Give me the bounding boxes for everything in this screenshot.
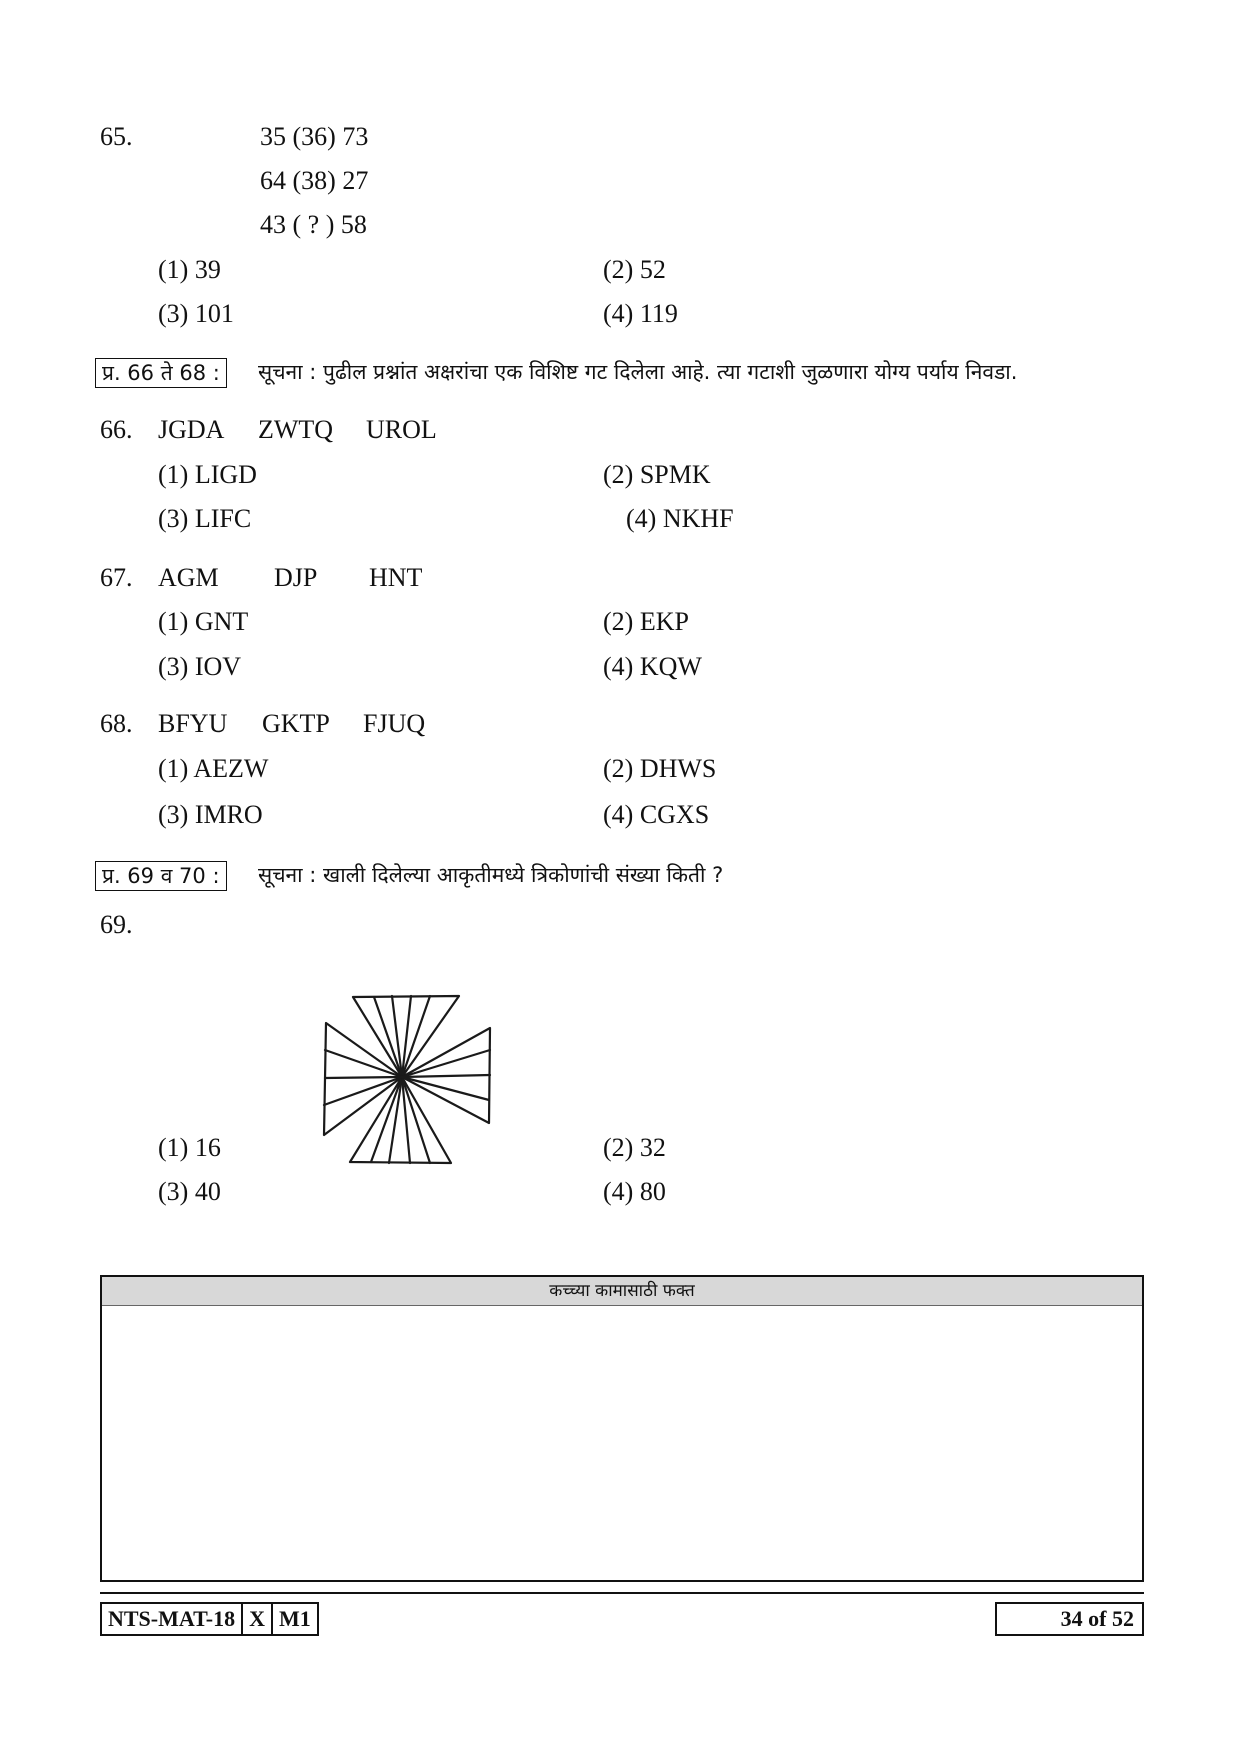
instruction-66-68-label: प्र. 66 ते 68 :: [95, 358, 227, 388]
q66-group-3: UROL: [366, 415, 437, 444]
q68-group-1: BFYU: [158, 709, 228, 738]
q65-line-1: 35 (36) 73: [260, 122, 369, 151]
q68-number: 68.: [100, 709, 133, 738]
left-triangle: [324, 1023, 402, 1135]
instruction-69-70-text: सूचना : खाली दिलेल्या आकृतीमध्ये त्रिकोणांची संख्या किती ?: [258, 863, 724, 887]
q66-option-4: (4) NKHF: [626, 504, 734, 533]
paper-code: NTS-MAT-18: [108, 1606, 236, 1631]
instruction-69-70-label: प्र. 69 व 70 :: [95, 861, 227, 891]
q67-option-4: (4) KQW: [603, 652, 702, 681]
q68-group-2: GKTP: [262, 709, 330, 738]
q69-option-3: (3) 40: [158, 1177, 221, 1206]
q69-option-2: (2) 32: [603, 1133, 666, 1162]
q69-option-4: (4) 80: [603, 1177, 666, 1206]
q65-option-3: (3) 101: [158, 299, 234, 328]
q65-number: 65.: [100, 122, 133, 151]
q65-option-4: (4) 119: [603, 299, 678, 328]
q68-option-3: (3) IMRO: [158, 800, 263, 829]
q66-number: 66.: [100, 415, 133, 444]
q68-option-2: (2) DHWS: [603, 754, 717, 783]
q65-option-2: (2) 52: [603, 255, 666, 284]
class-code: X: [241, 1604, 271, 1634]
q67-number: 67.: [100, 563, 133, 592]
rough-work-title: कच्च्या कामासाठी फक्त: [102, 1277, 1142, 1306]
q68-group-3: FJUQ: [363, 709, 426, 738]
q66-option-2: (2) SPMK: [603, 460, 711, 489]
q67-group-2: DJP: [274, 563, 318, 592]
paper-code-box: [100, 1602, 319, 1636]
q67-group-3: HNT: [369, 563, 423, 592]
q65-option-1: (1) 39: [158, 255, 221, 284]
q69-option-1: (1) 16: [158, 1133, 221, 1162]
q66-option-1: (1) LIGD: [158, 460, 257, 489]
q67-option-2: (2) EKP: [603, 607, 689, 636]
q68-option-4: (4) CGXS: [603, 800, 710, 829]
q66-group-2: ZWTQ: [258, 415, 334, 444]
q65-line-2: 64 (38) 27: [260, 166, 369, 195]
rough-work-box: [100, 1275, 1144, 1582]
q66-option-3: (3) LIFC: [158, 504, 252, 533]
q69-triangle-figure: [318, 992, 494, 1167]
q67-option-1: (1) GNT: [158, 607, 249, 636]
q69-number: 69.: [100, 910, 133, 939]
footer-divider: [100, 1592, 1144, 1594]
page-number: 34 of 52: [995, 1602, 1144, 1636]
q67-group-1: AGM: [158, 563, 219, 592]
q68-option-1: (1) AEZW: [158, 754, 269, 783]
q66-group-1: JGDA: [158, 415, 225, 444]
set-code: M1: [271, 1604, 317, 1634]
q65-line-3: 43 ( ? ) 58: [260, 210, 367, 239]
q67-option-3: (3) IOV: [158, 652, 242, 681]
instruction-66-68-text: सूचना : पुढील प्रश्नांत अक्षरांचा एक विशिष्ट गट दिलेला आहे. त्या गटाशी जुळणारा योग्य पर्याय निवडा.: [258, 360, 1018, 384]
